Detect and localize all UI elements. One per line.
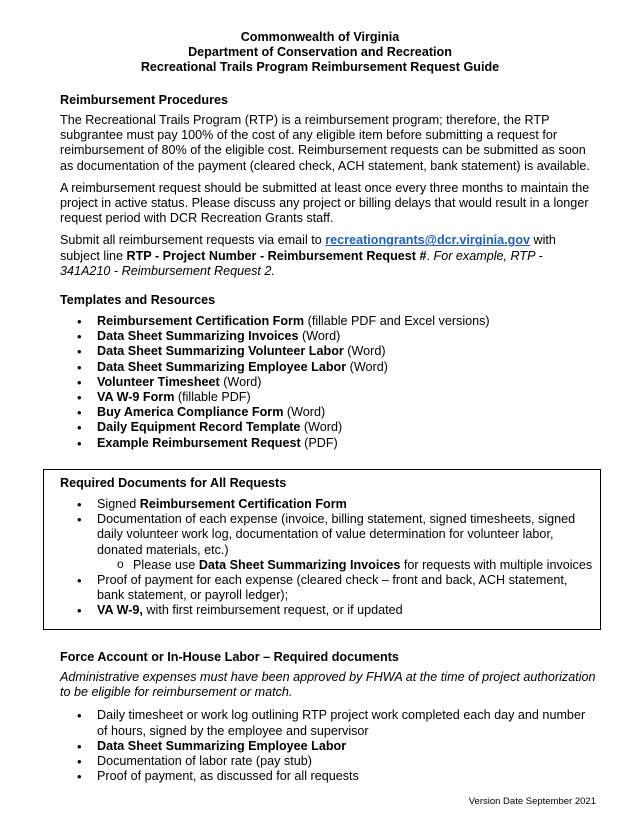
template-item-format: (Word) bbox=[283, 405, 326, 420]
list-item bbox=[60, 739, 596, 754]
template-item-name: Buy America Compliance Form bbox=[97, 405, 284, 420]
template-item-format: (Word) bbox=[346, 359, 388, 374]
template-item-name: Reimbursement Certification Form bbox=[97, 314, 305, 328]
list-item bbox=[60, 754, 596, 769]
procedures-paragraph-3 bbox=[60, 233, 596, 279]
template-item-format: (Word) bbox=[219, 374, 262, 389]
template-item[interactable] bbox=[60, 436, 596, 451]
template-item[interactable] bbox=[60, 344, 596, 359]
template-item-name: Data Sheet Summarizing Invoices bbox=[97, 329, 299, 344]
submit-text: Submit all reimbursement requests via email to bbox=[60, 233, 326, 248]
item-bold-text: Data Sheet Summarizing Employee Labor bbox=[97, 738, 347, 753]
header-line-2: Department of Conservation and Recreation bbox=[188, 45, 452, 59]
item-text: with first reimbursement request, or if updated bbox=[142, 603, 403, 618]
templates-section bbox=[60, 293, 596, 451]
item-text: Documentation of labor rate (pay stub) bbox=[97, 754, 312, 769]
list-item bbox=[60, 573, 596, 603]
sub-list-item bbox=[60, 558, 596, 573]
header-line-3: Recreational Trails Program Reimbursement Request Guide bbox=[140, 60, 500, 74]
subject-line-text: with subject line bbox=[60, 233, 556, 263]
list-item bbox=[60, 512, 596, 558]
header-line-1: Commonwealth of Virginia bbox=[240, 30, 400, 44]
template-item[interactable] bbox=[60, 360, 596, 375]
item-bold-text: Data Sheet Summarizing Invoices bbox=[198, 557, 401, 572]
template-item-name: Example Reimbursement Request bbox=[97, 435, 301, 450]
item-text: Signed bbox=[97, 497, 140, 511]
template-item[interactable] bbox=[60, 390, 596, 405]
template-item[interactable] bbox=[60, 405, 596, 420]
template-item-name: Daily Equipment Record Template bbox=[97, 420, 301, 435]
subject-line-format: RTP - Project Number - Reimbursement Request # bbox=[126, 248, 427, 263]
required-documents-section bbox=[60, 476, 596, 619]
item-bold-text: VA W-9, bbox=[97, 603, 143, 618]
item-text: Please use bbox=[133, 557, 199, 572]
item-text: Proof of payment for each expense (cleared check – front and back, ACH statement, bank statement, or payroll ledger); bbox=[97, 573, 568, 603]
document-header bbox=[0, 30, 640, 75]
item-text: Proof of payment, as discussed for all requests bbox=[97, 769, 359, 784]
template-item-format: (Word) bbox=[298, 329, 341, 344]
force-account-list bbox=[60, 708, 596, 784]
version-date: Version Date September 2021 bbox=[468, 796, 596, 807]
required-title: Required Documents for All Requests bbox=[60, 476, 287, 490]
force-account-title: Force Account or In-House Labor – Required documents bbox=[60, 650, 399, 664]
list-item bbox=[60, 603, 596, 618]
template-item[interactable] bbox=[60, 420, 596, 435]
item-text: for requests with multiple invoices bbox=[400, 557, 593, 572]
list-item bbox=[60, 708, 596, 738]
email-link[interactable]: recreationgrants@dcr.virginia.gov bbox=[325, 233, 531, 248]
procedures-paragraph-1: The Recreational Trails Program (RTP) is a reimbursement program; therefore, the RTP subgrantee must pay 100% of the cost of any eligible item before submitting a request for reimbursement of 80% of the eligible cost. Reimbursement requests can be submitted as soon as documentation of the payment (cleared check, ACH statement, bank statement) is available. bbox=[60, 113, 590, 173]
required-list bbox=[60, 497, 596, 619]
subject-example: For example, RTP - 341A210 - Reimbursement Request 2. bbox=[60, 248, 543, 278]
item-bold-text: Reimbursement Certification Form bbox=[139, 497, 347, 511]
template-item[interactable] bbox=[60, 375, 596, 390]
list-item bbox=[60, 497, 596, 512]
procedures-title: Reimbursement Procedures bbox=[60, 93, 228, 107]
template-item-format: (PDF) bbox=[300, 435, 338, 450]
force-account-note: Administrative expenses must have been approved by FHWA at the time of project authorization to be eligible for reimbursement or match. bbox=[60, 670, 596, 700]
force-account-section bbox=[60, 650, 596, 784]
procedures-paragraph-2: A reimbursement request should be submitted at least once every three months to maintain the project in active status. Please discuss any project or billing delays that would result in a longer request period with DCR Recreation Grants staff. bbox=[60, 180, 590, 226]
template-item[interactable] bbox=[60, 329, 596, 344]
period-text: . bbox=[426, 248, 434, 263]
template-item-name: Volunteer Timesheet bbox=[97, 374, 220, 389]
template-item-format: (fillable PDF) bbox=[174, 390, 251, 405]
templates-list bbox=[60, 314, 596, 451]
procedures-section bbox=[60, 93, 596, 279]
template-item-name: Data Sheet Summarizing Employee Labor bbox=[97, 359, 347, 374]
template-item-name: Data Sheet Summarizing Volunteer Labor bbox=[97, 344, 344, 359]
template-item-format: (fillable PDF and Excel versions) bbox=[304, 314, 490, 328]
template-item[interactable] bbox=[60, 314, 596, 329]
template-item-format: (Word) bbox=[343, 344, 386, 359]
list-item bbox=[60, 769, 596, 784]
item-text: Daily timesheet or work log outlining RTP project work completed each day and number of hours, signed by the employee and supervisor bbox=[97, 708, 586, 738]
template-item-name: VA W-9 Form bbox=[97, 390, 175, 405]
template-item-format: (Word) bbox=[300, 420, 343, 435]
item-text: Documentation of each expense (invoice, billing statement, signed timesheets, signed daily volunteer work log, documentation of value determination for volunteer labor, donated materials, etc.) bbox=[97, 512, 576, 557]
templates-title: Templates and Resources bbox=[60, 293, 216, 307]
